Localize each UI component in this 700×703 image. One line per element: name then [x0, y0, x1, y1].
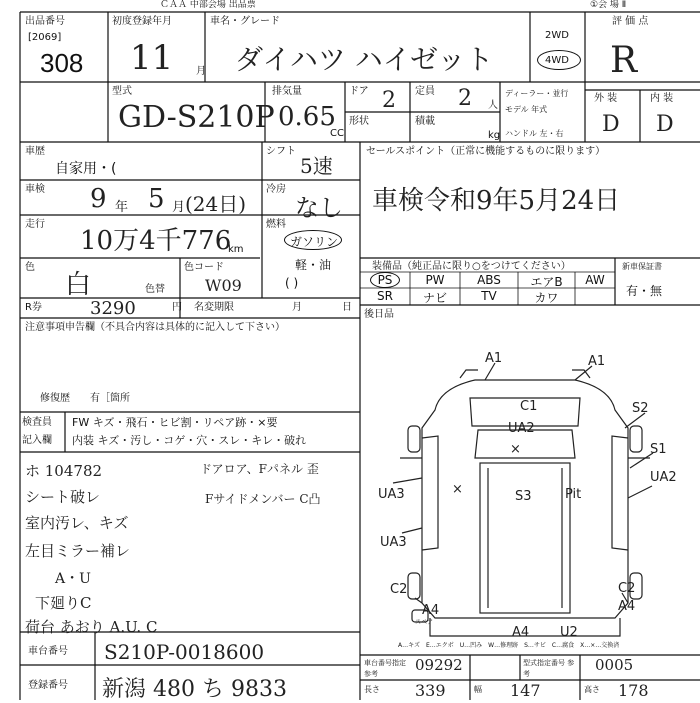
grade-value: R: [610, 40, 638, 81]
warranty-value: 有・無: [626, 284, 663, 298]
transfer-label: 名変期限: [194, 302, 234, 313]
dmg-a4-rear: A4: [512, 625, 530, 640]
equip-ps-circle: [370, 272, 400, 288]
rear-label: 後日品: [364, 309, 394, 320]
reg-year: 11: [130, 38, 174, 78]
equip-sr: SR: [377, 289, 393, 303]
dmg-u2-rear: U2: [560, 625, 578, 640]
fuel-value: ガソリン: [290, 235, 339, 249]
dmg-s2: S2: [632, 401, 649, 416]
shift-value: 5速: [300, 154, 333, 178]
ac-label: 冷房: [266, 184, 286, 195]
chassis-value: S210P-0018600: [104, 640, 265, 664]
note-left-3: 室内汚レ、キズ: [25, 514, 129, 532]
height-value: 178: [618, 681, 649, 700]
recycle-label: R券: [25, 302, 42, 313]
dmg-ua2-cab: UA2: [508, 421, 535, 436]
dmg-c2-right: C2: [618, 581, 636, 596]
equip-leather: カワ: [534, 291, 559, 305]
dmg-s1: S1: [650, 442, 667, 457]
damage-legend: A…キズ E…エクボ U…凹み W…修理跡 S…サビ C…腐食 X…×…交換済: [398, 642, 620, 649]
fuel-label: 燃料: [266, 219, 286, 230]
exterior-label: 外 装: [594, 93, 618, 104]
drive-4wd: 4WD: [545, 55, 569, 66]
chassis-label: 車台番号: [28, 646, 68, 657]
note-left-6: 下廻りC: [35, 594, 92, 612]
dmg-pit: Pit: [565, 487, 582, 502]
dmg-a4-right: A4: [618, 599, 636, 614]
dmg-a1-front-left: A1: [485, 351, 503, 366]
equipment-row-2: [360, 289, 615, 304]
color-label: 色: [25, 262, 35, 273]
transfer-month: 月: [292, 302, 302, 313]
equip-abs: ABS: [477, 273, 501, 287]
fw-row: FW キズ・飛石・ヒビ割・リペア跡・×要: [72, 416, 278, 429]
interior-label: 内 装: [650, 93, 674, 104]
entry-label: 記入欄: [22, 435, 52, 446]
shape-label: 形状: [349, 116, 369, 127]
equip-aw: AW: [585, 273, 605, 287]
note-right-2: Fサイドメンバー C凸: [205, 492, 321, 506]
color-code-label: 色コード: [184, 262, 224, 273]
capacity-value: 2: [458, 86, 472, 111]
inspection-label: 車検: [25, 184, 45, 195]
ref2-label: 型式指定番号 参考: [523, 659, 575, 678]
ref1-label: 車台番号指定 参考: [364, 659, 406, 678]
cc-unit: CC: [330, 128, 344, 139]
dmg-c1: C1: [520, 399, 538, 414]
color-change-label: 色替: [145, 284, 165, 295]
dealer-label: ディーラー・並行: [505, 89, 569, 98]
reg-label: 登録番号: [28, 680, 68, 691]
grade-label: 評 価 点: [612, 16, 649, 27]
caution-label: 注意事項申告欄（不具合内容は具体的に記入して下さい）: [25, 322, 285, 333]
model-label: 型式: [112, 86, 132, 97]
repair-label: 修復歴 有［箇所: [40, 393, 130, 404]
model-value: GD-S210P: [118, 100, 275, 135]
note-left-4: 左目ミラー補レ: [25, 542, 131, 560]
displacement-value: 0.65: [278, 102, 336, 132]
lot-label: 出品番号: [25, 16, 65, 27]
inspection-month: 5: [148, 184, 165, 214]
fuel-alt1: 軽・油: [295, 258, 332, 272]
equip-airbag: エアB: [530, 275, 563, 289]
mileage-label: 走行: [25, 219, 45, 230]
lot-sub: [2069]: [28, 32, 62, 43]
width-value: 147: [510, 681, 541, 700]
history-label: 車歴: [25, 146, 45, 157]
reg-value: 新潟 480 ち 9833: [102, 677, 287, 702]
top-banner: ＣＡＡ 中部会場 出品票: [160, 0, 256, 10]
width-label: 幅: [474, 685, 482, 694]
car-name: ダイハツ ハイゼット: [235, 43, 494, 76]
displacement-label: 排気量: [272, 86, 302, 97]
doors-label: ドア: [349, 86, 369, 97]
dmg-ua3-left: UA3: [378, 487, 405, 502]
name-label: 車名・グレード: [210, 16, 280, 27]
spare-label: スペア: [415, 619, 434, 626]
dmg-x-cab: ×: [510, 442, 521, 457]
yen-unit: 円: [172, 302, 182, 313]
equip-tv: TV: [481, 289, 497, 303]
equip-navi: ナビ: [422, 291, 447, 305]
doors-value: 2: [382, 88, 396, 113]
km-unit: km: [228, 244, 244, 255]
venue-label: ①会 場 Ⅱ: [590, 0, 627, 10]
shift-label: シフト: [266, 146, 296, 157]
ref2-value: 0005: [595, 656, 634, 674]
history-value: 自家用・(: [55, 161, 117, 177]
note-left-1: ホ 104782: [25, 462, 103, 480]
ref1-value: 09292: [415, 656, 463, 674]
exterior-value: D: [602, 112, 620, 137]
dmg-a4-left: A4: [422, 603, 440, 618]
handle-label: ハンドル 左・右: [505, 129, 564, 138]
dmg-s3: S3: [515, 489, 532, 504]
interior-row: 内装 キズ・汚し・コゲ・穴・スレ・キレ・破れ: [72, 434, 307, 447]
equip-pw: PW: [425, 273, 445, 287]
note-left-2: シート破レ: [25, 488, 101, 506]
equip-ps: PS: [377, 273, 393, 287]
reg-month-unit: 月: [196, 66, 206, 77]
capacity-label: 定員: [415, 86, 435, 97]
note-right-1: ドアロア、Fパネル 歪: [200, 462, 319, 476]
dmg-c2-left: C2: [390, 582, 408, 597]
dmg-ua3-lower: UA3: [380, 535, 407, 550]
load-label: 積載: [415, 116, 435, 127]
car-damage-diagram: [360, 318, 700, 655]
color-code-value: W09: [205, 276, 242, 295]
lot-number: 308: [40, 48, 84, 78]
length-value: 339: [415, 681, 446, 700]
drive-2wd: 2WD: [545, 30, 569, 41]
height-label: 高さ: [584, 685, 600, 694]
month-unit: 月: [172, 200, 186, 215]
interior-value: D: [656, 112, 674, 137]
person-unit: 人: [488, 100, 498, 111]
dmg-x-left: ×: [452, 482, 463, 497]
mileage-value: 10万4千776: [80, 226, 232, 256]
sales-point-label: セールスポイント（正常に機能するものに限ります）: [366, 146, 606, 157]
dmg-a1-front-right: A1: [588, 354, 606, 369]
warranty-label: 新車保証書: [622, 262, 662, 271]
color-value: 白: [65, 270, 92, 300]
note-left-5: A・U: [55, 571, 91, 587]
equipment-label: 装備品（純正品に限り○をつけてください）: [372, 261, 571, 272]
kg-unit: kg: [488, 130, 501, 141]
dmg-ua2-right: UA2: [650, 470, 677, 485]
year-unit: 年: [115, 200, 129, 215]
inspector-label: 検査員: [22, 417, 52, 428]
fuel-alt2: ( ): [285, 276, 299, 290]
length-label: 長さ: [364, 685, 380, 694]
reg-year-label: 初度登録年月: [112, 16, 172, 27]
ac-value: なし: [295, 194, 343, 222]
inspection-day: (24日): [185, 192, 247, 216]
transfer-day: 日: [342, 302, 352, 313]
sales-point-value: 車検令和9年5月24日: [372, 186, 621, 216]
model-year-label: モデル 年式: [505, 105, 548, 114]
note-left-7: 荷台 あおり A.U. C: [25, 618, 158, 636]
inspection-year: 9: [90, 184, 107, 214]
recycle-value: 3290: [90, 298, 136, 319]
